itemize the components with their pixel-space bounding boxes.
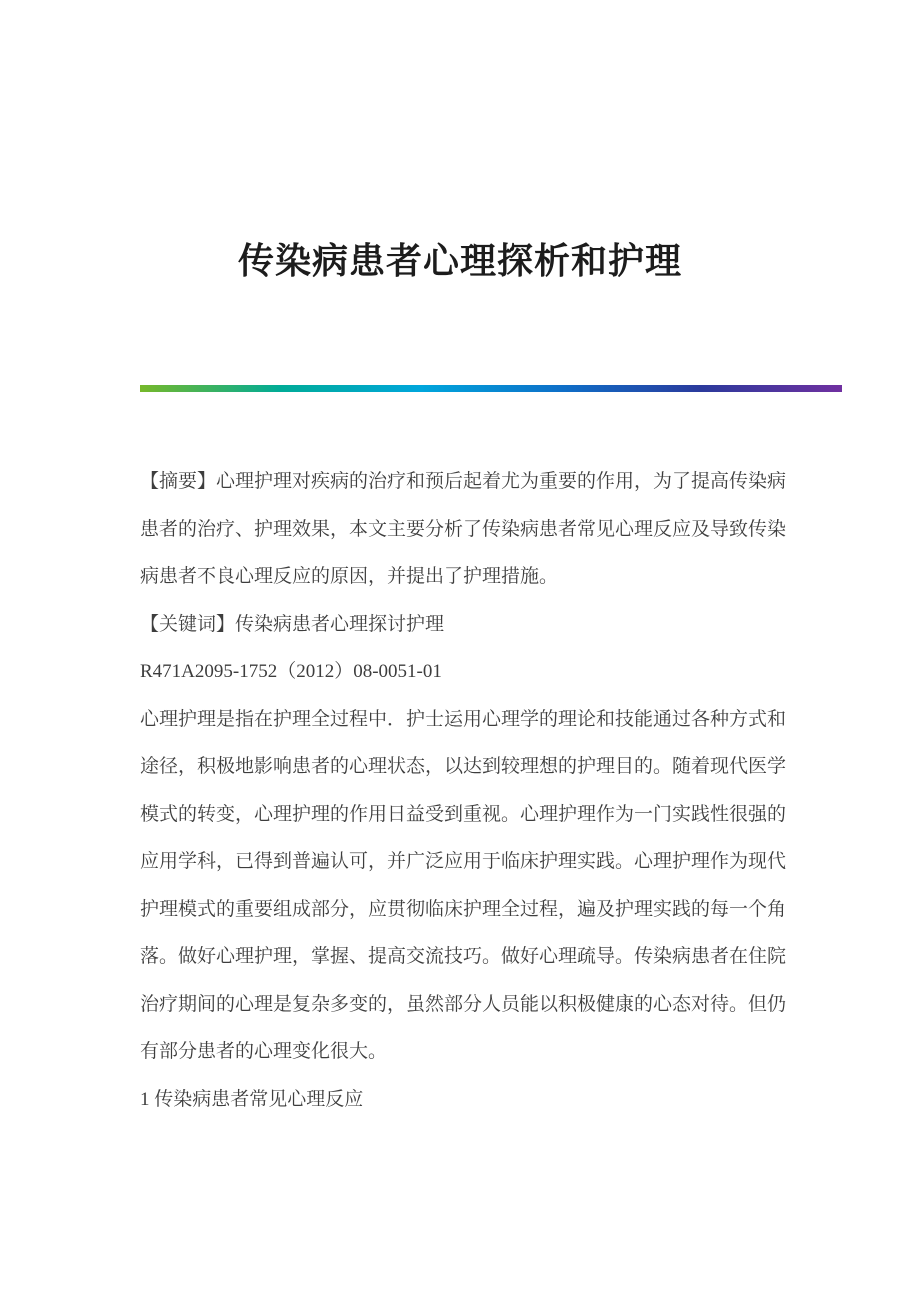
section-divider xyxy=(140,385,842,392)
keywords-paragraph: 【关键词】传染病患者心理探讨护理 xyxy=(140,613,445,635)
body-paragraph: 心理护理是指在护理全过程中．护士运用心理学的理论和技能通过各种方式和途径，积极地影响患者的心理状态，以达到较理想的护理目的。随着现代医学模式的转变，心理护理的作用日益受到重视。心理护理作为一门实践性很强的应用学科，已得到普遍认可，并广泛应用于临床护理实践。心理护理作为现代护理模式的重要组成部分，应贯彻临床护理全过程，遍及护理实践的每一个角落。做好心理护理，掌握、提高交流技巧。做好心理疏导。传染病患者在住院治疗期间的心理是复杂多变的，虽然部分人员能以积极健康的心态对待。但仍有部分患者的心理变化很大。 xyxy=(140,708,787,1062)
document-title: 传染病患者心理探析和护理 xyxy=(237,241,682,282)
article-code: R471A2095-1752（2012）08-0051-01 xyxy=(140,661,442,682)
section-heading: 1 传染病患者常见心理反应 xyxy=(140,1088,364,1110)
abstract-paragraph: 【摘要】心理护理对疾病的治疗和预后起着尤为重要的作用，为了提高传染病患者的治疗、护理效果，本文主要分析了传染病患者常见心理反应及导致传染病患者不良心理反应的原因，并提出了护理措施。 xyxy=(140,471,787,587)
document-body xyxy=(140,458,791,1123)
